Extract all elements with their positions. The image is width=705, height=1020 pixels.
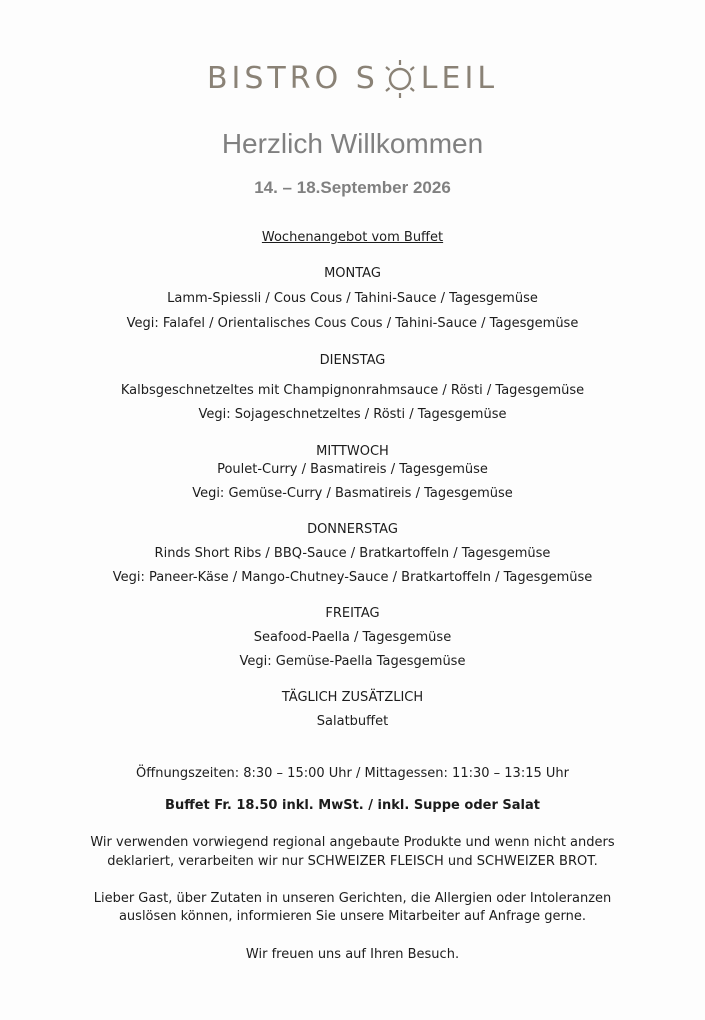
farewell-text: Wir freuen uns auf Ihren Besuch. xyxy=(245,947,460,962)
day-main-dish: Poulet-Curry / Basmatireis / Tagesgemüse xyxy=(217,462,488,477)
day-name: MITTWOCH xyxy=(316,444,389,459)
day-main-dish: Rinds Short Ribs / BBQ-Sauce / Bratkartoffeln / Tagesgemüse xyxy=(154,546,551,561)
day-vegi-dish: Vegi: Paneer-Käse / Mango-Chutney-Sauce / Bratkartoffeln / Tagesgemüse xyxy=(112,570,593,585)
day-vegi-dish: Vegi: Falafel / Orientalisches Cous Cous / Tahini-Sauce / Tagesgemüse xyxy=(126,316,579,331)
regional-note-line-2: deklariert, verarbeiten wir nur SCHWEIZER FLEISCH und SCHWEIZER BROT. xyxy=(107,854,598,869)
section-heading: Wochenangebot vom Buffet xyxy=(261,230,444,245)
regional-note-line-1: Wir verwenden vorwiegend regional angebaute Produkte und wenn nicht anders xyxy=(90,835,615,850)
day-vegi-dish: Vegi: Gemüse-Curry / Basmatireis / Tagesgemüse xyxy=(192,486,513,501)
logo-text-right: LEIL xyxy=(420,60,499,96)
day-main-dish: Lamm-Spiessli / Cous Cous / Tahini-Sauce / Tagesgemüse xyxy=(167,291,538,306)
daily-item: Salatbuffet xyxy=(316,714,389,729)
allergy-note-line-2: auslösen können, informieren Sie unsere Mitarbeiter auf Anfrage gerne. xyxy=(118,909,587,924)
day-name: FREITAG xyxy=(325,606,380,621)
day-vegi-dish: Vegi: Sojageschnetzeltes / Rösti / Tagesgemüse xyxy=(198,407,507,422)
opening-hours: Öffnungszeiten: 8:30 – 15:00 Uhr / Mittagessen: 11:30 – 13:15 Uhr xyxy=(136,766,569,781)
day-name: DONNERSTAG xyxy=(307,522,398,537)
day-name: MONTAG xyxy=(324,266,381,281)
day-main-dish: Kalbsgeschnetzeltes mit Champignonrahmsauce / Rösti / Tagesgemüse xyxy=(120,383,585,398)
page-title: Herzlich Willkommen xyxy=(221,128,484,159)
allergy-note-line-1: Lieber Gast, über Zutaten in unseren Gerichten, die Allergien oder Intoleranzen xyxy=(93,891,612,906)
bistro-logo xyxy=(0,58,705,98)
day-main-dish: Seafood-Paella / Tagesgemüse xyxy=(253,630,452,645)
sun-icon xyxy=(381,58,419,98)
price-info: Buffet Fr. 18.50 inkl. MwSt. / inkl. Suppe oder Salat xyxy=(165,798,540,813)
daily-heading: TÄGLICH ZUSÄTZLICH xyxy=(281,690,424,705)
date-range: 14. – 18.September 2026 xyxy=(254,178,451,197)
day-vegi-dish: Vegi: Gemüse-Paella Tagesgemüse xyxy=(239,654,466,669)
day-name: DIENSTAG xyxy=(319,353,386,368)
logo-text-left: BISTRO S xyxy=(206,60,379,96)
